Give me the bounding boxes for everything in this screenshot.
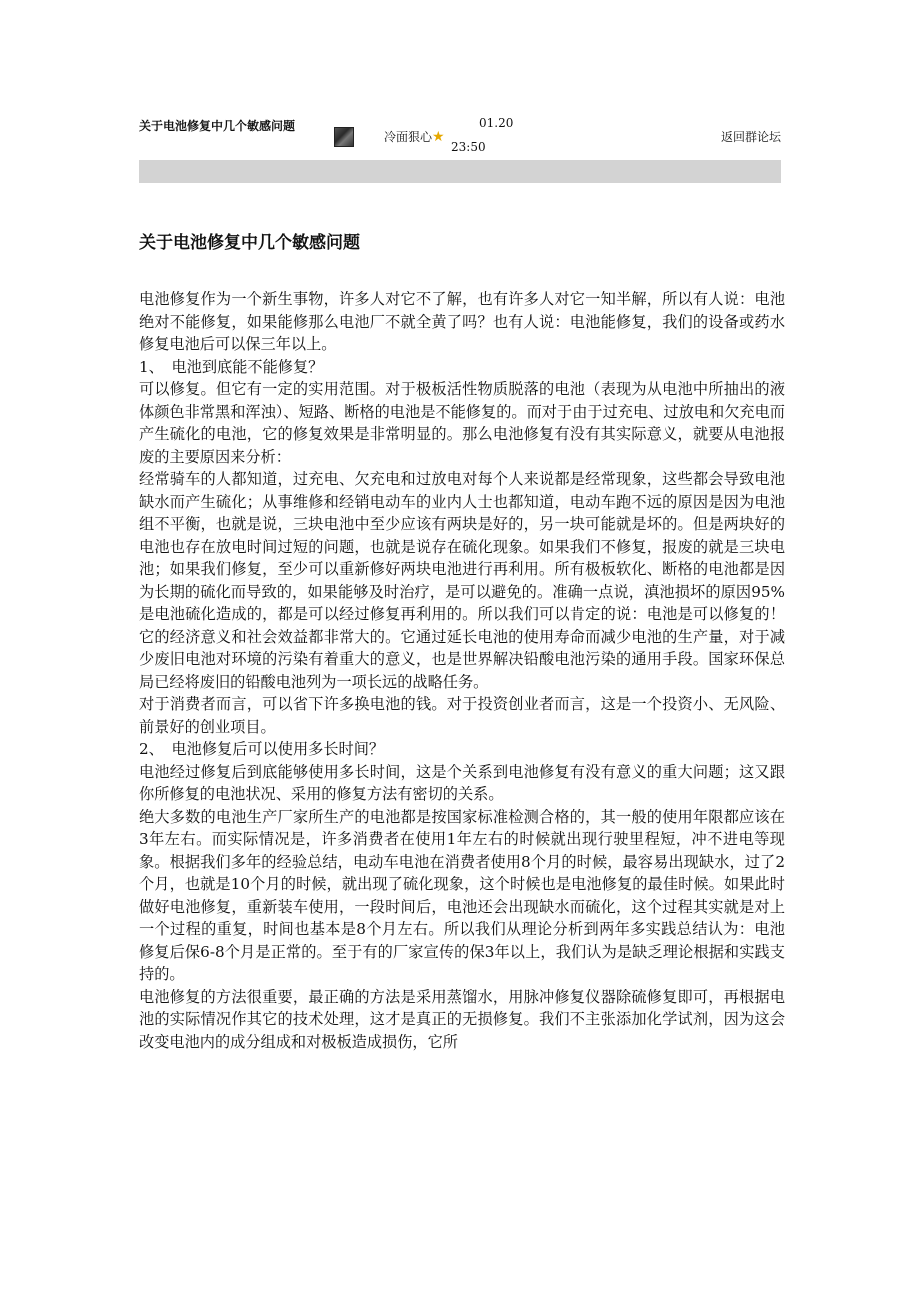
paragraph: 电池修复的方法很重要，最正确的方法是采用蒸馏水，用脉冲修复仪器除硫修复即可，再根据电池的实际情况作其它的技术处理，这才是真正的无损修复。我们不主张添加化学试剂，因为这会改变电池内的成分组成和对极板造成损伤，它所	[139, 987, 785, 1051]
paragraph: 电池修复作为一个新生事物，许多人对它不了解，也有许多人对它一知半解，所以有人说：电池绝对不能修复，如果能修那么电池厂不就全黄了吗？也有人说：电池能修复，我们的设备或药水修复电池后可以保三年以上。	[139, 290, 785, 353]
section-heading: 2、 电池修复后可以使用多长时间？	[139, 740, 385, 758]
paragraph: 绝大多数的电池生产厂家所生产的电池都是按国家标准检测合格的，其一般的使用年限都应该在3年左右。而实际情况是，许多消费者在使用1年左右的时候就出现行驶里程短，冲不进电等现象。根据我们多年的经验总结，电动车电池在消费者使用8个月的时候，最容易出现缺水，过了2个月，也就是10个月的时候，就出现了硫化现象，这个时候也是电池修复的最佳时候。如果此时做好电池修复，重新装车使用，一段时间后，电池还会出现缺水而硫化，这个过程其实就是对上一个过程的重复，时间也基本是8个月左右。所以我们从理论分析到两年多实践总结认为：电池修复后保6-8个月是正常的。至于有的厂家宣传的保3年以上，我们认为是缺乏理论根据和实践支持的。	[139, 807, 785, 983]
star-icon: ★	[432, 129, 445, 145]
author-name-text: 冷面狠心	[384, 130, 433, 144]
section-heading: 1、 电池到底能不能修复？	[139, 357, 324, 376]
author-name[interactable]	[384, 128, 445, 145]
post-time: 23:50	[451, 140, 486, 154]
page-title: 关于电池修复中几个敏感问题	[139, 233, 360, 253]
post-date: 01.20	[479, 116, 514, 130]
article-body	[139, 288, 785, 1053]
divider-bar	[139, 160, 781, 183]
back-to-forum-link[interactable]: 返回群论坛	[720, 130, 781, 144]
paragraph: 经常骑车的人都知道，过充电、欠充电和过放电对每个人来说都是经常现象，这些都会导致电池缺水而产生硫化；从事维修和经销电动车的业内人士也都知道，电动车跑不远的原因是因为电池组不平衡，也就是说，三块电池中至少应该有两块是好的，另一块可能就是坏的。但是两块好的电池也存在放电时间过短的问题，也就是说存在硫化现象。如果我们不修复，报废的就是三块电池；如果我们修复，至少可以重新修好两块电池进行再利用。所有极板软化、断格的电池都是因为长期的硫化而导致的，如果能够及时治疗，是可以避免的。准确一点说，滇池损坏的原因95%是电池硫化造成的，都是可以经过修复再利用的。所以我们可以肯定的说：电池是可以修复的！它的经济意义和社会效益都非常大的。它通过延长电池的使用寿命而减少电池的生产量，对于减少废旧电池对环境的污染有着重大的意义，也是世界解决铅酸电池污染的通用手段。国家环保总局已经将废旧的铅酸电池列为一项长远的战略任务。	[139, 470, 785, 691]
thread-header	[139, 114, 781, 158]
paragraph: 可以修复。但它有一定的实用范围。对于极板活性物质脱落的电池（表现为从电池中所抽出的液体颜色非常黑和浑浊）、短路、断格的电池是不能修复的。而对于由于过充电、过放电和欠充电而产生硫化的电池，它的修复效果是非常明显的。那么电池修复有没有其实际意义，就要从电池报废的主要原因来分析：	[139, 380, 785, 466]
paragraph: 对于消费者而言，可以省下许多换电池的钱。对于投资创业者而言，这是一个投资小、无风险、前景好的创业项目。	[139, 695, 785, 736]
paragraph: 电池经过修复后到底能够使用多长时间，这是个关系到电池修复有没有意义的重大问题；这又跟你所修复的电池状况、采用的修复方法有密切的关系。	[139, 762, 785, 803]
avatar[interactable]	[334, 127, 354, 147]
thread-title[interactable]: 关于电池修复中几个敏感问题	[139, 119, 296, 133]
